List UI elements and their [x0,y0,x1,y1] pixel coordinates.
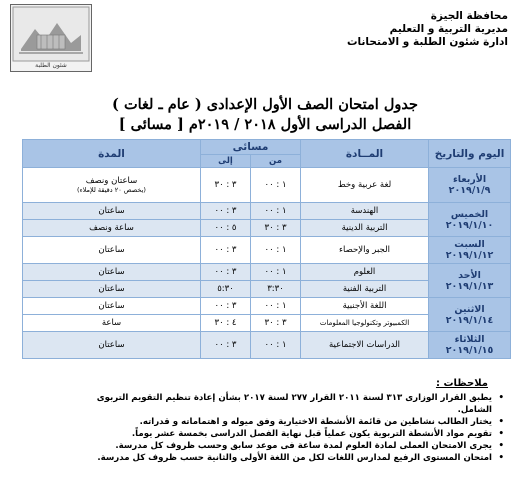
header-to: إلى [201,155,251,168]
subject-cell: التربية الفنية [301,281,429,298]
duration-cell: ساعتان [23,281,201,298]
subject-cell: الجبر والإحصاء [301,237,429,264]
note-item [12,452,504,464]
header-day-date: اليوم والتاريخ [429,140,511,168]
duration-cell: ساعتان [23,264,201,281]
day-name: السبت [454,239,485,250]
duration-cell: ساعة ونصف [23,220,201,237]
note-text: يختار الطالب نشاطين من قائمة الأنشطة الاختيارية وفق ميوله و اهتماماته و قدراته. [139,417,492,427]
header-line-governorate: محافظة الجيزة [430,10,508,22]
to-cell: ٣ : ٠٠ [201,203,251,220]
bullet-icon: • [498,393,504,403]
table-row [23,332,511,359]
from-cell: ٣:٣٠ [251,281,301,298]
day-cell [429,168,511,203]
note-item [12,416,504,428]
directorate-logo [10,4,92,72]
notes-heading: ملاحظات : [435,378,488,389]
bullet-icon: • [498,441,504,451]
duration-cell: ساعتان [23,237,201,264]
note-text: الشامل. [457,405,492,415]
to-cell: ٣ : ٠٠ [201,237,251,264]
header-line-administration: ادارة شئون الطلبة و الامتحانات [347,36,508,48]
bullet-icon: • [498,429,504,439]
day-cell [429,203,511,237]
note-item [12,440,504,452]
from-cell: ١ : ٠٠ [251,264,301,281]
header-line-directorate: مديرية التربية و التعليم [389,23,508,35]
to-cell: ٥:٣٠ [201,281,251,298]
from-cell: ١ : ٠٠ [251,298,301,315]
to-cell: ٤ : ٣٠ [201,315,251,332]
day-name: الخميس [450,208,489,220]
note-text: يجرى الامتحان العملى لمادة العلوم لمدة ساعة فى موعد سابق وحسب ظروف كل مدرسة. [115,441,492,451]
note-item-continuation [12,404,492,416]
directorate-header [308,10,508,49]
subject-cell: اللغة الأجنبية [301,298,429,315]
table-row [23,264,511,281]
header-evening: مسائى [201,140,301,155]
header-from: من [251,155,301,168]
bullet-icon: • [498,417,504,427]
subject-cell: الدراسات الاجتماعية [301,332,429,359]
day-date: ٢٠١٩/١/١٠ [445,219,494,231]
table-row [23,168,511,203]
from-cell: ٣ : ٣٠ [251,315,301,332]
table-row [23,203,511,220]
duration-text: ساعتان ونصف [85,176,138,186]
to-cell: ٣ : ٠٠ [201,264,251,281]
day-date: ٢٠١٩/١/١٤ [445,314,494,326]
day-cell [429,298,511,332]
to-cell: ٣ : ٠٠ [201,332,251,359]
day-cell [429,332,511,359]
notes-list [12,392,518,464]
duration-note: (يخصص ٢٠ دقيقة للإملاء) [77,186,146,194]
exam-schedule-table [22,139,511,359]
day-cell [429,237,511,264]
to-cell: ٣ : ٣٠ [201,168,251,203]
bullet-icon: • [498,453,504,463]
logo-caption: شئون الطلبة [35,62,67,69]
subject-cell: العلوم [301,264,429,281]
duration-cell: ساعتان [23,298,201,315]
duration-cell: ساعة [23,315,201,332]
day-name: الثلاثاء [454,334,485,345]
from-cell: ١ : ٠٠ [251,168,301,203]
subject-cell: الكمبيوتر وتكنولوجيا المعلومات [301,315,429,332]
day-date: ٢٠١٩/١/١٣ [445,280,494,292]
table-row [23,237,511,264]
duration-cell [23,168,201,203]
notes-section [12,378,518,464]
from-cell: ١ : ٠٠ [251,203,301,220]
day-date: ٢٠١٩/١/١٥ [445,345,494,356]
note-item [12,428,504,440]
from-cell: ١ : ٠٠ [251,237,301,264]
table-row [23,298,511,315]
note-text: يطبق القرار الوزارى ٣١٣ لسنة ٢٠١١ القرار ٢٧٧ لسنة ٢٠١٧ بشأن إعادة تنظيم التقويم التربوى [96,393,492,403]
note-text: امتحان المستوى الرفيع لمدارس اللغات لكل من اللغة الأولى والثانية حسب ظروف كل مدرسة. [97,453,492,463]
from-cell: ٣ : ٣٠ [251,220,301,237]
day-date: ٢٠١٩/١/٩ [448,185,491,196]
header-subject: المــادة [301,140,429,168]
to-cell: ٥ : ٠٠ [201,220,251,237]
day-cell [429,264,511,298]
subject-cell: الهندسة [301,203,429,220]
header-duration: المدة [23,140,201,168]
subject-cell: لغة عربية وخط [301,168,429,203]
to-cell: ٣ : ٠٠ [201,298,251,315]
day-date: ٢٠١٩/١/١٢ [445,250,494,261]
duration-cell: ساعتان [23,332,201,359]
from-cell: ١ : ٠٠ [251,332,301,359]
schedule-subtitle: الفصل الدراسى الأول ٢٠١٨ / ٢٠١٩م [ مسائى ] [118,116,412,133]
note-text: تقويم مواد الأنشطة التربوية يكون عملياً قبل نهاية الفصل الدراسى بخمسة عشر يوماً. [131,429,492,439]
schedule-title: جدول امتحان الصف الأول الإعدادى ( عام ـ لغات ) [112,96,418,113]
subject-cell: التربية الدينية [301,220,429,237]
day-name: الأحد [458,269,481,281]
duration-cell: ساعتان [23,203,201,220]
day-name: الاثنين [454,303,485,315]
day-name: الأربعاء [452,174,487,185]
note-item [12,392,504,404]
